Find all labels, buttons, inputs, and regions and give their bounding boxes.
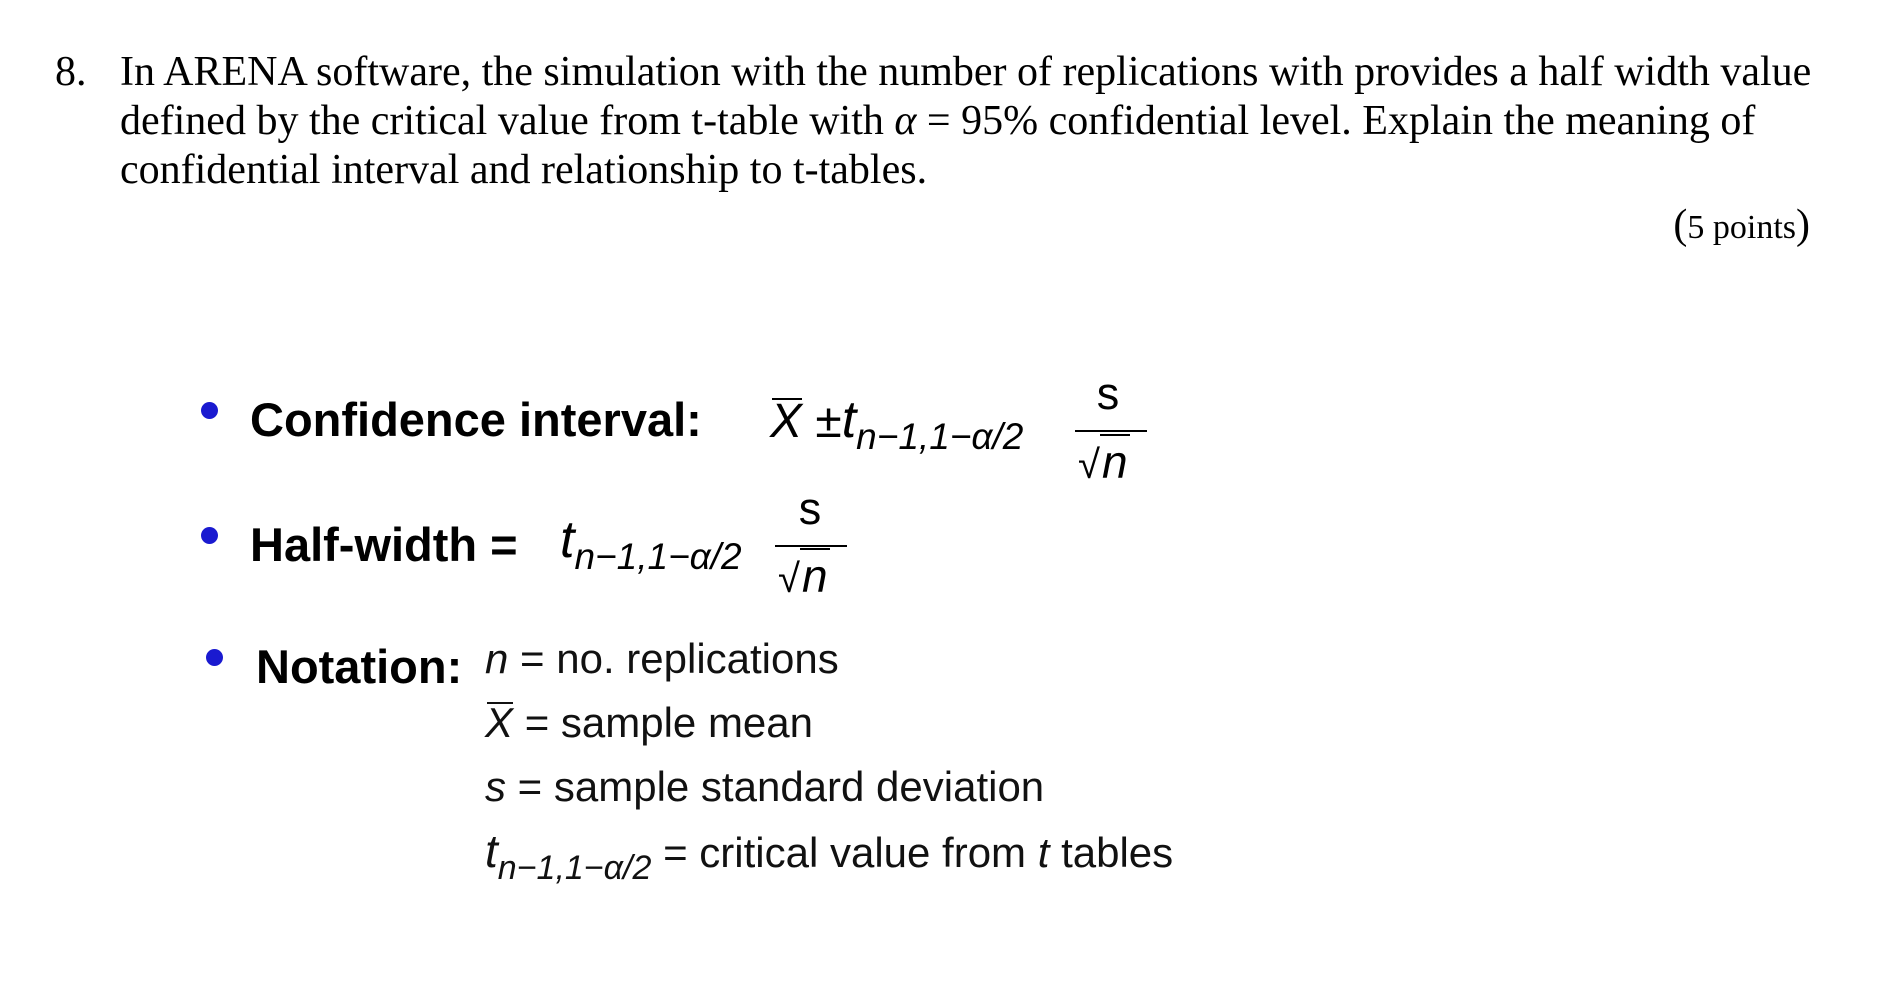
t-subscript: n−1,1−α/2 [497, 849, 652, 887]
question-line-1: In ARENA software, the simulation with the number of replications with provides a half width value [120, 49, 1812, 95]
n-symbol: n [1101, 436, 1128, 488]
points-close: ) [1796, 202, 1810, 248]
t-definition-2: tables [1061, 829, 1174, 876]
t-definition-1: = critical value from [663, 829, 1027, 876]
s-symbol: s [485, 763, 506, 810]
question-line-2 [120, 97, 1850, 146]
n-definition: = no. replications [520, 635, 839, 682]
t-symbol: t [560, 511, 575, 569]
notation-n [485, 634, 839, 684]
xbar-symbol: X [485, 699, 514, 746]
plus-minus: ± [815, 395, 842, 448]
n-symbol: n [801, 550, 828, 602]
fraction-bar [775, 545, 847, 547]
frac-numerator-s: s [798, 483, 822, 534]
halfwidth-label: Half-width = [250, 518, 518, 571]
question-number: 8. [55, 49, 87, 95]
line2-after: 95% confidential level. Explain the meaning of [961, 98, 1756, 144]
s-definition: = sample standard deviation [517, 763, 1045, 810]
notation-t [485, 825, 1174, 887]
points-open: ( [1673, 202, 1688, 248]
sqrt-n-denominator [778, 550, 830, 605]
t-symbol: t [485, 825, 498, 877]
confidence-formula [770, 391, 1024, 457]
question-text [120, 48, 1850, 195]
notation-s [485, 762, 1044, 812]
bullet-notation [206, 649, 223, 666]
halfwidth-formula [560, 511, 742, 577]
equals-sign: = [926, 98, 951, 144]
xbar-definition: = sample mean [524, 699, 814, 746]
n-symbol: n [485, 635, 509, 682]
notation-label: Notation: [256, 640, 463, 693]
question-line-3: confidential interval and relationship to t-tables. [120, 147, 928, 193]
line2-before: defined by the critical value from t-table with [120, 98, 884, 144]
confidence-label: Confidence interval: [250, 393, 702, 446]
frac-numerator-s: s [1096, 368, 1120, 419]
bullet-confidence [201, 402, 218, 419]
fraction-bar [1075, 430, 1147, 432]
sqrt-symbol: √ [1078, 443, 1100, 487]
alpha-symbol: α [894, 98, 917, 144]
points-label [1673, 200, 1810, 253]
sqrt-symbol: √ [778, 557, 800, 601]
t-symbol: t [841, 391, 857, 449]
xbar-symbol: X [770, 395, 803, 448]
t-subscript: n−1,1−α/2 [574, 536, 742, 577]
t-subscript: n−1,1−α/2 [856, 416, 1024, 457]
t-definition-t: t [1037, 829, 1050, 876]
sqrt-n-denominator [1078, 436, 1130, 491]
notation-xbar [485, 698, 813, 748]
points-value: 5 points [1687, 209, 1796, 246]
bullet-halfwidth [201, 527, 218, 544]
